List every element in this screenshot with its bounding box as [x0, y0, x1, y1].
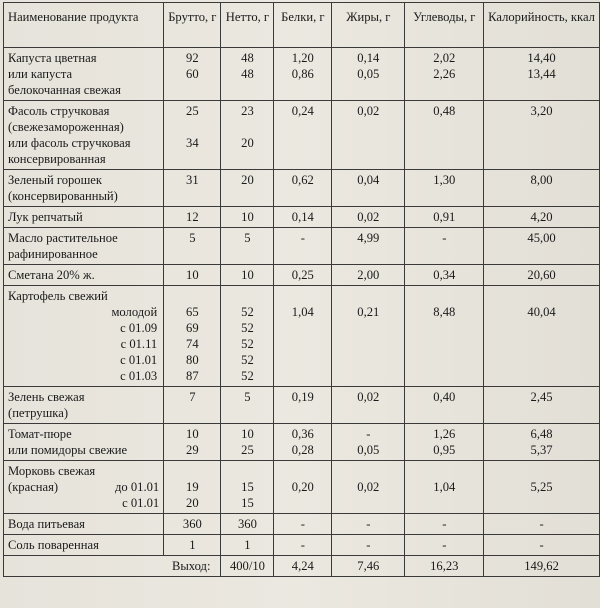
- product-name: [4, 170, 164, 207]
- cell-value: 12: [186, 210, 199, 224]
- cell-value: 92: [186, 51, 199, 65]
- table-row: [4, 461, 600, 514]
- header-netto: Нетто, г: [221, 3, 274, 48]
- cell-fat: [332, 101, 405, 170]
- cell-protein: [274, 207, 332, 228]
- product-name: [4, 265, 164, 286]
- cell-value: 0,02: [357, 210, 380, 224]
- product-name: [4, 228, 164, 265]
- cell-value: 0,19: [291, 390, 314, 404]
- cell-carb: [405, 101, 484, 170]
- cell-value: 0,02: [357, 104, 380, 118]
- total-fat: 7,46: [332, 556, 405, 577]
- table-row: [4, 207, 600, 228]
- cell-value: 0,34: [433, 268, 456, 282]
- table-row: [4, 514, 600, 535]
- cell-value: 1,04: [291, 305, 314, 319]
- total-protein: 4,24: [274, 556, 332, 577]
- cell-fat: [332, 170, 405, 207]
- cell-netto: [221, 286, 274, 387]
- cell-netto: [221, 101, 274, 170]
- cell-netto: [221, 48, 274, 101]
- cell-value: 1,30: [433, 173, 456, 187]
- cell-protein: [274, 387, 332, 424]
- product-name-line: Масло растительное: [8, 231, 118, 245]
- cell-value: 0,48: [433, 104, 456, 118]
- product-variant-line: с 01.09: [120, 321, 158, 335]
- cell-brutto: [164, 286, 221, 387]
- cell-value: 8,00: [530, 173, 553, 187]
- cell-value: 13,44: [527, 67, 556, 81]
- cell-protein: [274, 424, 332, 461]
- cell-value: 52: [241, 305, 254, 319]
- product-variant-line: с 01.01: [122, 496, 160, 510]
- total-kcal: 149,62: [484, 556, 600, 577]
- cell-value: [225, 151, 269, 167]
- cell-value: [278, 288, 327, 304]
- table-row: [4, 101, 600, 170]
- cell-protein: [274, 461, 332, 514]
- cell-netto: [221, 265, 274, 286]
- cell-value: 6,48: [530, 427, 553, 441]
- cell-carb: [405, 514, 484, 535]
- cell-value: 0,04: [357, 173, 380, 187]
- cell-value: [168, 463, 216, 479]
- cell-value: 19: [186, 480, 199, 494]
- cell-value: 69: [186, 321, 199, 335]
- cell-netto: [221, 424, 274, 461]
- cell-netto: [221, 535, 274, 556]
- product-name: [4, 461, 164, 514]
- cell-value: [168, 119, 216, 135]
- cell-value: 0,02: [357, 480, 380, 494]
- product-variant-line: с 01.01: [120, 353, 158, 367]
- cell-value: 48: [241, 51, 254, 65]
- cell-value: 65: [186, 305, 199, 319]
- cell-value: 14,40: [527, 51, 556, 65]
- cell-value: 0,05: [357, 67, 380, 81]
- cell-value: 5,37: [530, 443, 553, 457]
- product-name-line: Фасоль стручковая: [8, 104, 110, 118]
- cell-value: -: [366, 538, 371, 552]
- cell-value: 52: [241, 337, 254, 351]
- product-variant-line: до 01.01: [115, 480, 160, 494]
- product-name: [4, 286, 164, 387]
- product-name: [4, 424, 164, 461]
- cell-value: 20: [241, 173, 254, 187]
- product-name-line: Лук репчатый: [8, 210, 83, 224]
- cell-value: 1,04: [433, 480, 456, 494]
- cell-brutto: [164, 228, 221, 265]
- cell-value: 87: [186, 369, 199, 383]
- product-name: [4, 101, 164, 170]
- cell-value: -: [366, 427, 371, 441]
- cell-value: 34: [186, 136, 199, 150]
- cell-kcal: [484, 207, 600, 228]
- cell-value: -: [300, 538, 305, 552]
- cell-value: -: [300, 231, 305, 245]
- cell-value: 0,14: [357, 51, 380, 65]
- table-row: [4, 535, 600, 556]
- cell-protein: [274, 535, 332, 556]
- cell-value: [278, 463, 327, 479]
- cell-value: [225, 288, 269, 304]
- cell-value: 0,20: [291, 480, 314, 494]
- product-name-line: (петрушка): [8, 406, 69, 420]
- cell-netto: [221, 387, 274, 424]
- cell-brutto: [164, 514, 221, 535]
- cell-carb: [405, 207, 484, 228]
- product-variant-line: молодой: [111, 305, 158, 319]
- cell-value: 0,05: [357, 443, 380, 457]
- cell-value: 29: [186, 443, 199, 457]
- cell-carb: [405, 286, 484, 387]
- header-name: Наименование продукта: [4, 3, 164, 48]
- product-name-line: или капуста: [8, 67, 73, 81]
- cell-value: 48: [241, 67, 254, 81]
- cell-value: [168, 151, 216, 167]
- total-label: Выход:: [4, 556, 221, 577]
- cell-protein: [274, 170, 332, 207]
- cell-value: [488, 288, 595, 304]
- cell-value: 25: [241, 443, 254, 457]
- cell-netto: [221, 461, 274, 514]
- cell-kcal: [484, 228, 600, 265]
- cell-value: 8,48: [433, 305, 456, 319]
- cell-fat: [332, 228, 405, 265]
- table-row: [4, 424, 600, 461]
- cell-value: 25: [186, 104, 199, 118]
- cell-value: 1,26: [433, 427, 456, 441]
- cell-fat: [332, 48, 405, 101]
- header-kcal: Калорийность, ккал: [484, 3, 600, 48]
- cell-value: 5,25: [530, 480, 553, 494]
- cell-value: [488, 463, 595, 479]
- cell-value: 10: [241, 210, 254, 224]
- recipe-table: [3, 2, 600, 577]
- cell-protein: [274, 286, 332, 387]
- cell-value: 52: [241, 321, 254, 335]
- cell-netto: [221, 207, 274, 228]
- cell-value: -: [442, 231, 447, 245]
- total-row: [4, 556, 600, 577]
- cell-value: 31: [186, 173, 199, 187]
- cell-value: 0,86: [291, 67, 314, 81]
- product-name-line: Зелень свежая: [8, 390, 85, 404]
- cell-value: 0,25: [291, 268, 314, 282]
- cell-fat: [332, 286, 405, 387]
- cell-brutto: [164, 387, 221, 424]
- cell-value: [409, 288, 479, 304]
- cell-value: 1: [189, 538, 196, 552]
- cell-value: 0,21: [357, 305, 380, 319]
- header-brutto: Брутто, г: [164, 3, 221, 48]
- product-name-line: рафинированное: [8, 247, 98, 261]
- cell-value: 0,28: [291, 443, 314, 457]
- cell-value: 360: [238, 517, 257, 531]
- cell-value: 2,26: [433, 67, 456, 81]
- cell-value: 5: [189, 231, 196, 245]
- header-protein: Белки, г: [274, 3, 332, 48]
- cell-brutto: [164, 48, 221, 101]
- cell-value: -: [539, 517, 544, 531]
- cell-carb: [405, 170, 484, 207]
- cell-kcal: [484, 461, 600, 514]
- product-name-line: Зеленый горошек: [8, 173, 103, 187]
- cell-value: 360: [182, 517, 202, 531]
- cell-value: [225, 119, 269, 135]
- cell-brutto: [164, 170, 221, 207]
- cell-value: 0,40: [433, 390, 456, 404]
- product-name-line: Капуста цветная: [8, 51, 97, 65]
- product-name-line: (консервированный): [8, 189, 118, 203]
- cell-value: 4,20: [530, 210, 553, 224]
- cell-value: 0,24: [291, 104, 314, 118]
- cell-value: [409, 463, 479, 479]
- cell-value: -: [442, 538, 447, 552]
- cell-carb: [405, 535, 484, 556]
- product-name-line: Соль поваренная: [8, 538, 99, 552]
- cell-value: 0,14: [291, 210, 314, 224]
- header-row: [4, 3, 600, 48]
- product-name-line: консервированная: [8, 152, 106, 166]
- table-row: [4, 286, 600, 387]
- cell-carb: [405, 48, 484, 101]
- cell-carb: [405, 461, 484, 514]
- cell-carb: [405, 424, 484, 461]
- cell-fat: [332, 514, 405, 535]
- cell-netto: [221, 514, 274, 535]
- cell-value: 1,20: [291, 51, 314, 65]
- cell-value: 7: [189, 390, 196, 404]
- header-carb: Углеводы, г: [405, 3, 484, 48]
- cell-value: 20: [186, 496, 199, 510]
- product-name: [4, 207, 164, 228]
- total-carb: 16,23: [405, 556, 484, 577]
- product-name-line: Морковь свежая: [8, 464, 96, 478]
- cell-value: 40,04: [527, 305, 556, 319]
- cell-value: 20,60: [527, 268, 556, 282]
- cell-value: 0,95: [433, 443, 456, 457]
- cell-value: 60: [186, 67, 199, 81]
- cell-kcal: [484, 424, 600, 461]
- product-name-line: Вода питьевая: [8, 517, 85, 531]
- product-name: [4, 387, 164, 424]
- product-name: [4, 48, 164, 101]
- cell-kcal: [484, 170, 600, 207]
- cell-value: 2,02: [433, 51, 456, 65]
- cell-brutto: [164, 535, 221, 556]
- product-name-line: или помидоры свежие: [8, 443, 128, 457]
- cell-value: 5: [244, 231, 251, 245]
- cell-value: 3,20: [530, 104, 553, 118]
- cell-fat: [332, 461, 405, 514]
- cell-value: 52: [241, 369, 254, 383]
- cell-protein: [274, 101, 332, 170]
- cell-value: 0,02: [357, 390, 380, 404]
- cell-value: [336, 463, 400, 479]
- cell-value: -: [442, 517, 447, 531]
- cell-value: 10: [186, 427, 199, 441]
- cell-protein: [274, 514, 332, 535]
- product-name-line: Сметана 20% ж.: [8, 268, 95, 282]
- cell-value: -: [366, 517, 371, 531]
- cell-value: 0,91: [433, 210, 456, 224]
- cell-protein: [274, 48, 332, 101]
- cell-value: 2,00: [357, 268, 380, 282]
- cell-value: 10: [186, 268, 199, 282]
- table-row: [4, 387, 600, 424]
- cell-kcal: [484, 48, 600, 101]
- cell-value: 5: [244, 390, 251, 404]
- cell-fat: [332, 265, 405, 286]
- cell-value: [225, 463, 269, 479]
- cell-protein: [274, 228, 332, 265]
- cell-value: 80: [186, 353, 199, 367]
- cell-value: 52: [241, 353, 254, 367]
- product-variant-line: с 01.03: [120, 369, 158, 383]
- cell-brutto: [164, 207, 221, 228]
- cell-fat: [332, 535, 405, 556]
- cell-carb: [405, 387, 484, 424]
- cell-value: 15: [241, 480, 254, 494]
- table-row: [4, 170, 600, 207]
- cell-fat: [332, 387, 405, 424]
- cell-netto: [221, 228, 274, 265]
- cell-protein: [274, 265, 332, 286]
- product-name-line: Томат-пюре: [8, 427, 72, 441]
- header-fat: Жиры, г: [332, 3, 405, 48]
- cell-value: 20: [241, 136, 254, 150]
- cell-value: 1: [244, 538, 251, 552]
- cell-value: 0,36: [291, 427, 314, 441]
- product-name-line: белокочанная свежая: [8, 83, 121, 97]
- cell-netto: [221, 170, 274, 207]
- table-row: [4, 265, 600, 286]
- cell-carb: [405, 265, 484, 286]
- cell-value: 23: [241, 104, 254, 118]
- cell-value: 10: [241, 427, 254, 441]
- cell-brutto: [164, 265, 221, 286]
- cell-value: 10: [241, 268, 254, 282]
- cell-value: -: [539, 538, 544, 552]
- cell-brutto: [164, 101, 221, 170]
- cell-value: [168, 288, 216, 304]
- cell-brutto: [164, 461, 221, 514]
- product-name-line: (свежезамороженная): [8, 120, 124, 134]
- cell-carb: [405, 228, 484, 265]
- cell-fat: [332, 424, 405, 461]
- product-name: [4, 535, 164, 556]
- cell-fat: [332, 207, 405, 228]
- table-row: [4, 228, 600, 265]
- product-name: [4, 514, 164, 535]
- cell-value: 2,45: [530, 390, 553, 404]
- total-netto: 400/10: [221, 556, 274, 577]
- cell-value: 74: [186, 337, 199, 351]
- cell-kcal: [484, 265, 600, 286]
- cell-kcal: [484, 535, 600, 556]
- cell-value: 15: [241, 496, 254, 510]
- product-name-line: Картофель свежий: [8, 289, 108, 303]
- cell-value: 4,99: [357, 231, 380, 245]
- cell-kcal: [484, 286, 600, 387]
- cell-value: [336, 288, 400, 304]
- table-row: [4, 48, 600, 101]
- product-name-line: или фасоль стручковая: [8, 136, 131, 150]
- product-variant-line: с 01.11: [120, 337, 158, 351]
- cell-kcal: [484, 101, 600, 170]
- cell-value: 45,00: [527, 231, 556, 245]
- cell-brutto: [164, 424, 221, 461]
- product-name-line: (красная): [8, 480, 59, 494]
- cell-value: -: [300, 517, 305, 531]
- cell-value: 0,62: [291, 173, 314, 187]
- cell-kcal: [484, 514, 600, 535]
- cell-kcal: [484, 387, 600, 424]
